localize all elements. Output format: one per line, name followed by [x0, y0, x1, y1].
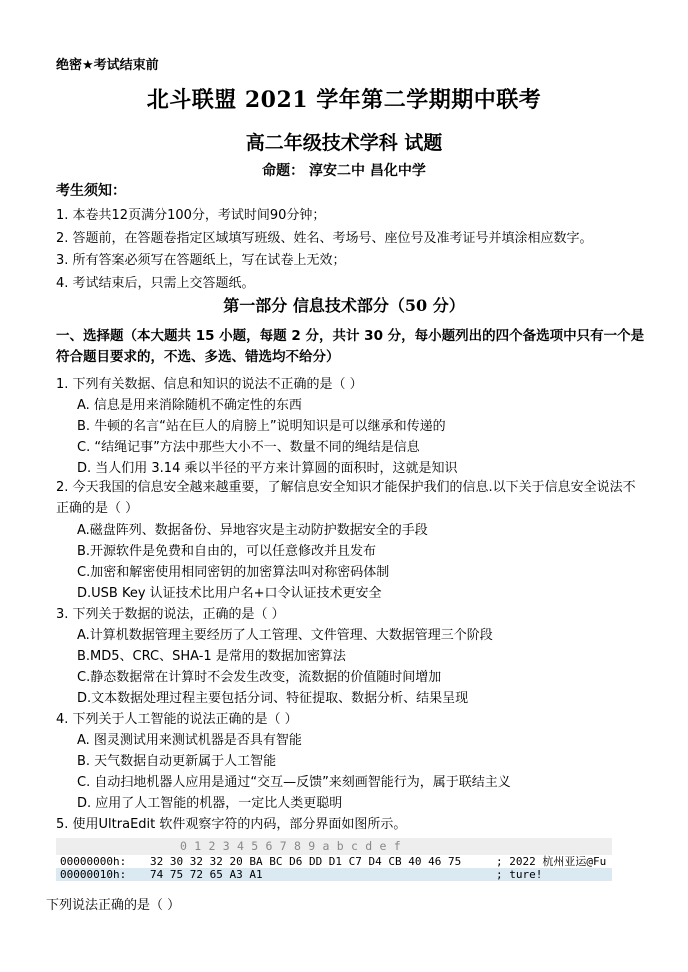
option-c: C.静态数据常在计算时不会发生改变，流数据的价值随时间增加	[77, 670, 442, 685]
hex-row	[56, 855, 612, 868]
option-d: D.文本数据处理过程主要包括分词、特征提取、数据分析、结果呈现	[77, 691, 469, 706]
question-stem: 1. 下列有关数据、信息和知识的说法不正确的是（ ）	[56, 377, 363, 392]
notice-item: 2. 答题前，在答题卷指定区域填写班级、姓名、考场号、座位号及准考证号并填涂相应数字。	[56, 231, 593, 246]
option-c: C. 自动扫地机器人应用是通过“交互—反馈”来刻画智能行为，属于联结主义	[77, 775, 511, 790]
option-a: A.计算机数据管理主要经历了人工管理、文件管理、大数据管理三个阶段	[77, 628, 493, 643]
question-stem: 2. 今天我国的信息安全越来越重要，了解信息安全知识才能保护我们的信息.以下关于信息安全说法不正确的是（ ）	[56, 480, 636, 516]
option-b: B. 牛顿的名言“站在巨人的肩膀上”说明知识是可以继承和传递的	[77, 419, 446, 434]
option-a: A. 图灵测试用来测试机器是否具有智能	[77, 733, 302, 748]
question-stem: 3. 下列关于数据的说法，正确的是（ ）	[56, 607, 285, 622]
option-b: B. 天气数据自动更新属于人工智能	[77, 754, 277, 769]
section-heading: 一、选择题（本大题共 15 小题，每题 2 分，共计 30 分，每小题列出的四个备选项中只有一个是符合题目要求的，不选、多选、错选均不给分）	[56, 328, 645, 365]
option-b: B.开源软件是免费和自由的，可以任意修改并且发布	[77, 544, 377, 559]
notice-heading: 考生须知：	[56, 183, 126, 199]
option-d: D. 应用了人工智能的机器，一定比人类更聪明	[77, 796, 343, 811]
exam-title: 北斗联盟 2021 学年第二学期期中联考	[146, 87, 542, 113]
option-c: C. “结绳记事”方法中那些大小不一、数量不同的绳结是信息	[77, 440, 420, 455]
exam-authors: 命题： 淳安二中 昌化中学	[262, 163, 426, 179]
option-a: A. 信息是用来消除随机不确定性的东西	[77, 398, 302, 413]
question-continuation: 下列说法正确的是（ ）	[46, 898, 181, 913]
option-a: A.磁盘阵列、数据备份、异地容灾是主动防护数据安全的手段	[77, 523, 428, 538]
confidential-label: 绝密★考试结束前	[56, 58, 159, 73]
hex-address: 00000000h:	[60, 855, 127, 868]
notice-item: 3. 所有答案必须写在答题纸上，写在试卷上无效；	[56, 253, 346, 268]
question-stem: 4. 下列关于人工智能的说法正确的是（ ）	[56, 712, 298, 727]
hex-text: ; 2022 杭州亚运@Fu	[496, 855, 607, 868]
hex-editor-figure	[56, 838, 612, 881]
option-b: B.MD5、CRC、SHA-1 是常用的数据加密算法	[77, 649, 346, 664]
exam-subtitle: 高二年级技术学科 试题	[245, 132, 443, 154]
hex-text: ; ture!	[496, 868, 543, 881]
option-d: D. 当人们用 3.14 乘以半径的平方来计算圆的面积时，这就是知识	[77, 461, 458, 476]
hex-bytes: 74 75 72 65 A3 A1	[150, 868, 263, 881]
hex-bytes: 32 30 32 32 20 BA BC D6 DD D1 C7 D4 CB 40 46 75	[150, 855, 462, 868]
notice-item: 1. 本卷共12页满分100分，考试时间90分钟；	[56, 208, 326, 223]
part-title: 第一部分 信息技术部分（50 分）	[223, 296, 465, 315]
question-stem: 5. 使用UltraEdit 软件观察字符的内码，部分界面如图所示。	[56, 817, 407, 832]
hex-column-header: 0 1 2 3 4 5 6 7 8 9 a b c d e f	[56, 838, 612, 855]
option-d: D.USB Key 认证技术比用户名+口令认证技术更安全	[77, 586, 382, 601]
hex-row	[56, 868, 612, 881]
notice-item: 4. 考试结束后，只需上交答题纸。	[56, 276, 255, 291]
hex-address: 00000010h:	[60, 868, 127, 881]
option-c: C.加密和解密使用相同密钥的加密算法叫对称密码体制	[77, 565, 390, 580]
